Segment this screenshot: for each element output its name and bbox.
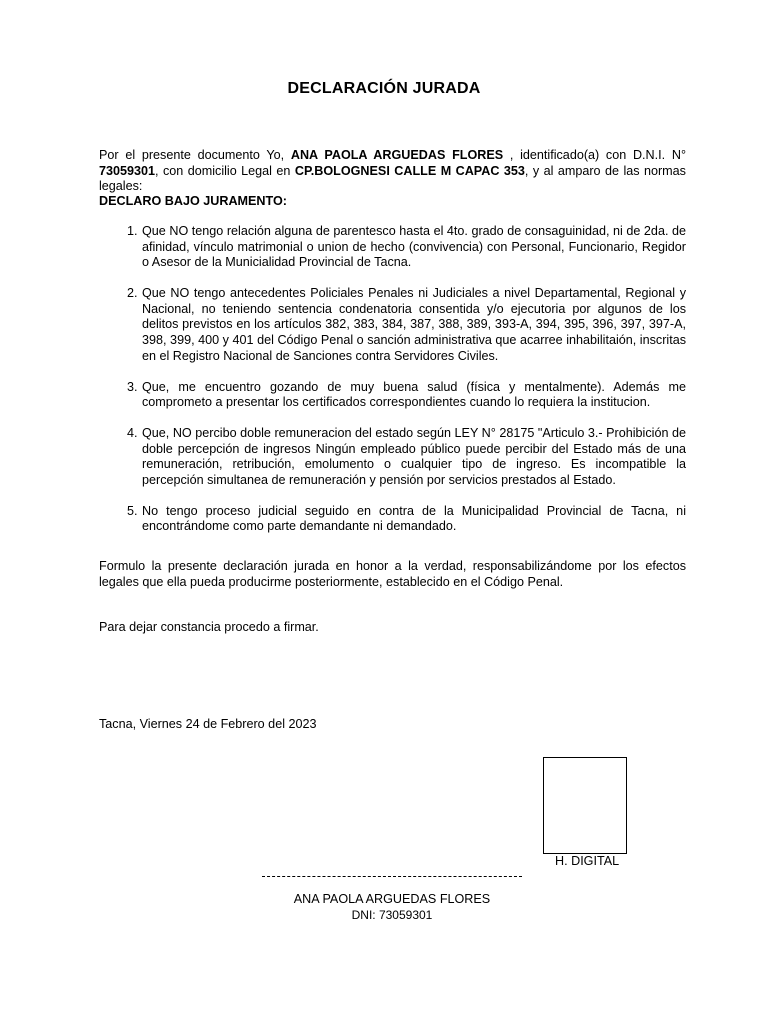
declarant-dni: 73059301 — [99, 163, 156, 178]
list-item — [99, 426, 686, 488]
item-number: 5. — [127, 503, 138, 518]
intro-text-1: Por el presente documento Yo, — [99, 148, 291, 162]
item-text: Que, me encuentro gozando de muy buena salud (física y mentalmente). Además me comprometo a presentar los certificados correspondientes cuando lo requiera la institucion. — [142, 379, 686, 410]
closing-paragraph: Formulo la presente declaración jurada en honor a la verdad, responsabilizándome por los efectos legales que ella pueda producirme posteriormente, establecido en el Código Penal. — [99, 559, 686, 589]
document-title: DECLARACIÓN JURADA — [287, 80, 481, 97]
declaro-heading: DECLARO BAJO JURAMENTO: — [99, 194, 287, 208]
declarant-address: CP.BOLOGNESI CALLE M CAPAC 353 — [294, 163, 525, 178]
signer-name: ANA PAOLA ARGUEDAS FLORES — [293, 892, 491, 906]
intro-text-2: , identificado(a) con D.N.I. N° — [503, 148, 686, 162]
item-text: No tengo proceso judicial seguido en contra de la Municipalidad Provincial de Tacna, ni encontrándome como parte demandante ni demandado. — [142, 503, 686, 534]
date-line: Tacna, Viernes 24 de Febrero del 2023 — [99, 717, 317, 731]
item-number: 1. — [127, 224, 138, 238]
signature-line — [262, 876, 522, 877]
item-text: Que NO tengo antecedentes Policiales Penales ni Judiciales a nivel Departamental, Regional y Nacional, no teniendo sentencia condenatoria consentida y/o ejecutoria por algunos de los delitos previstos en los artículos 382, 383, 384, 387, 388, 389, 393-A, 394, 395, 396, 397, 397-A, 398, 399, 400 y 401 del Código Penal o sanción administrativa que acarree inhabilitaión, inscritas en el Registro Nacional de Sanciones contra Servidores Civiles. — [142, 286, 686, 363]
intro-paragraph — [99, 148, 686, 195]
list-item — [99, 504, 686, 535]
list-item — [99, 286, 686, 364]
fingerprint-label: H. DIGITAL — [555, 854, 620, 868]
list-item — [99, 224, 686, 271]
fingerprint-box — [543, 757, 627, 854]
signer-dni: DNI: 73059301 — [351, 908, 433, 922]
list-item — [99, 380, 686, 411]
intro-text-3: , con domicilio Legal en — [155, 163, 295, 178]
item-number: 3. — [127, 379, 138, 394]
item-number: 4. — [127, 426, 138, 441]
declaration-list — [99, 224, 686, 550]
sign-statement: Para dejar constancia procedo a firmar. — [99, 620, 319, 634]
item-text: Que, NO percibo doble remuneracion del estado según LEY N° 28175 "Articulo 3.- Prohibición de doble percepción de ingresos Ningún empleado público puede percibir del Estado más de una remuneración, retribución, emolumento o cualquier tipo de ingreso. Es incompatible la percepción simultanea de remuneración y pensión por servicios prestados al Estado. — [142, 426, 686, 487]
item-number: 2. — [127, 286, 138, 301]
item-text: Que NO tengo relación alguna de parentesco hasta el 4to. grado de consaguinidad, ni de 2da. de afinidad, vínculo matrimonial o union de hecho (convivencia) con Personal, Funcionario, Regidor o Asesor de la Municialidad Provincial de Tacna. — [142, 224, 686, 270]
declarant-name: ANA PAOLA ARGUEDAS FLORES — [290, 148, 504, 162]
intro-text-4: , y al amparo de las normas legales: — [99, 163, 686, 194]
